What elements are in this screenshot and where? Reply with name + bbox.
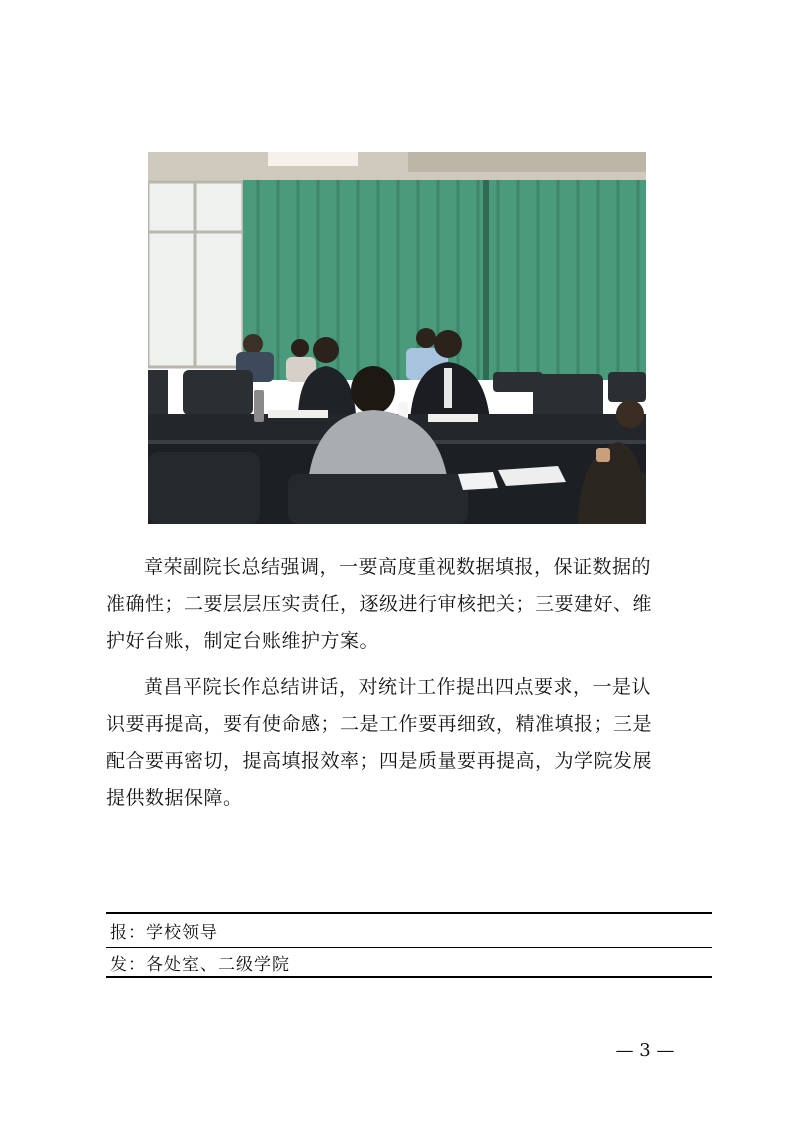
divider-middle (106, 947, 712, 948)
divider-top (106, 912, 712, 914)
paragraph-president-speech: 黄昌平院长作总结讲话，对统计工作提出四点要求，一是认识要再提高，要有使命感；二是工作要再细致，精准填报；三是配合要再密切，提高填报效率；四是质量要再提高，为学院发展提供数据保障。 (106, 676, 653, 809)
page-number: — 3 — (615, 1040, 675, 1061)
divider-bottom (106, 976, 712, 978)
meeting-photo (148, 152, 646, 524)
send-to-line: 发：各处室、二级学院 (110, 955, 290, 975)
report-to-line: 报：学校领导 (110, 923, 218, 943)
paragraph-vice-president-summary: 章荣副院长总结强调，一要高度重视数据填报，保证数据的准确性；二要层层压实责任，逐级进行审核把关；三要建好、维护好台账，制定台账维护方案。 (106, 556, 653, 652)
